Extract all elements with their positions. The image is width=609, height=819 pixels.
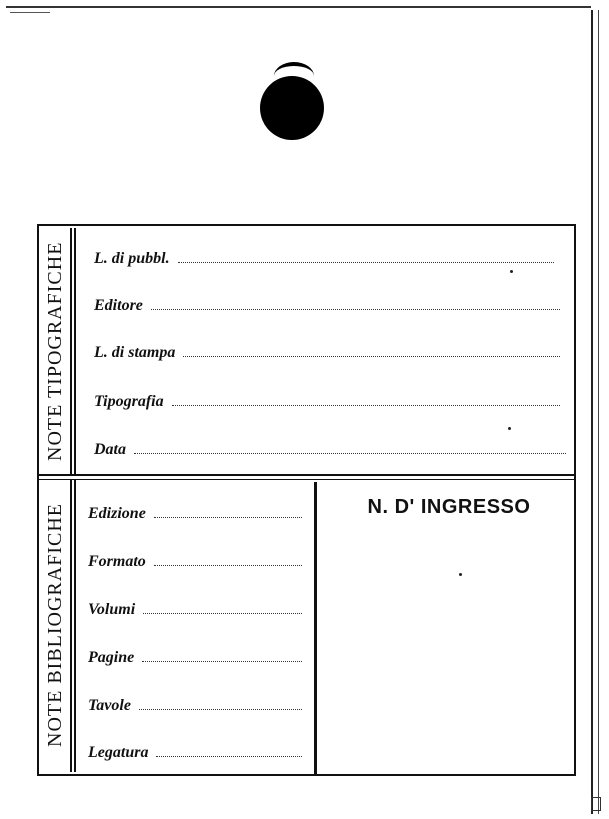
field-tavole[interactable]	[88, 697, 302, 715]
field-data[interactable]	[94, 441, 566, 459]
field-legatura[interactable]	[88, 744, 302, 762]
dotted-line	[178, 261, 554, 263]
field-label: Data	[94, 441, 126, 458]
punch-hole	[260, 76, 324, 140]
vertical-separator	[314, 482, 317, 774]
field-formato[interactable]	[88, 553, 302, 571]
field-label: Tipografia	[94, 393, 164, 410]
field-label: L. di pubbl.	[94, 250, 170, 267]
field-label: Volumi	[88, 601, 136, 618]
dotted-line	[154, 516, 302, 518]
field-luogo-pubblicazione[interactable]	[94, 250, 554, 268]
bibliographic-section-title: NOTE BIBLIOGRAFICHE	[44, 503, 66, 747]
field-volumi[interactable]	[88, 601, 302, 619]
ink-speck	[510, 270, 513, 273]
field-edizione[interactable]	[88, 505, 302, 523]
ink-speck	[459, 573, 462, 576]
field-editore[interactable]	[94, 297, 560, 315]
section-divider-bibliographic	[70, 480, 76, 772]
paper-top-edge-mark	[10, 12, 50, 13]
dotted-line	[139, 708, 302, 710]
dotted-line	[156, 755, 302, 757]
dotted-line	[183, 355, 560, 357]
paper-top-edge	[6, 6, 591, 8]
field-label: L. di stampa	[94, 344, 176, 361]
dotted-line	[154, 564, 302, 566]
field-label: Tavole	[88, 697, 131, 714]
section-divider-typographic	[70, 228, 76, 474]
horizontal-separator	[39, 474, 574, 480]
field-tipografia[interactable]	[94, 393, 560, 411]
field-label: Pagine	[88, 649, 135, 666]
field-luogo-stampa[interactable]	[94, 344, 560, 362]
dotted-line	[142, 660, 302, 662]
dotted-line	[134, 452, 566, 454]
dotted-line	[143, 612, 302, 614]
paper-right-edge-inner	[598, 10, 599, 814]
field-label: Edizione	[88, 505, 146, 522]
field-pagine[interactable]	[88, 649, 302, 667]
ink-speck	[508, 427, 511, 430]
dotted-line	[151, 308, 560, 310]
corner-mark	[591, 797, 601, 811]
paper-right-edge	[591, 10, 593, 814]
entry-number-title: N. D' INGRESSO	[367, 496, 531, 518]
field-label: Editore	[94, 297, 143, 314]
typographic-section-title: NOTE TIPOGRAFICHE	[44, 241, 66, 461]
field-label: Formato	[88, 553, 146, 570]
dotted-line	[172, 404, 560, 406]
field-label: Legatura	[88, 744, 149, 761]
